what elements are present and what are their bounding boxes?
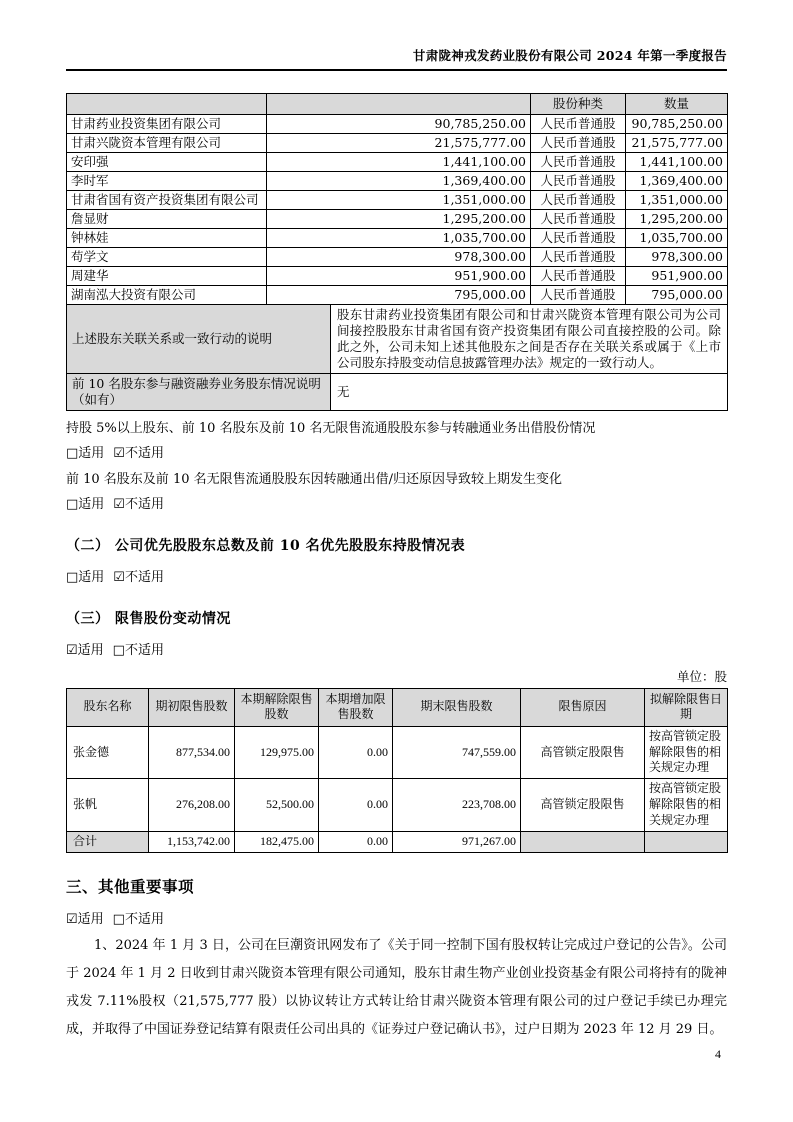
lending-change-note: 前 10 名股东及前 10 名无限售流通股股东因转融通出借/归还原因导致较上期发生变化 bbox=[66, 471, 562, 487]
total-reason-cell bbox=[521, 831, 645, 852]
shares-held-cell: 1,295,200.00 bbox=[267, 209, 531, 228]
checkbox-apply-checked: ☑适用 bbox=[66, 642, 104, 658]
total-added-cell: 0.00 bbox=[319, 831, 393, 852]
shareholder-name-cell: 钟林娃 bbox=[67, 228, 267, 247]
quantity-cell: 978,300.00 bbox=[626, 247, 728, 266]
applicability-check-preferred bbox=[66, 569, 727, 586]
shares-held-cell: 21,575,777.00 bbox=[267, 133, 531, 152]
total-plan-cell bbox=[645, 831, 728, 852]
other-matters-paragraph: 1、2024 年 1 月 3 日，公司在巨潮资讯网发布了《关于同一控制下国有股权转让完成过户登记的公告》。公司于 2024 年 1 月 2 日收到甘肃兴陇资本管理有限公司通知，股东甘肃生物产业创业投资基金有限公司将持有的陇神戎发 7.11%股权（21,575,777 股）以协议转让方式转让给甘肃兴陇资本管理有限公司的过户登记手续已办理完成，并取得了中国证券登记结算有限责任公司出具的《证券过户登记确认书》，过户日期为 2023 年 12 月 29 日。 bbox=[66, 937, 727, 1037]
quantity-cell: 795,000.00 bbox=[626, 285, 728, 304]
shares-held-cell: 795,000.00 bbox=[267, 285, 531, 304]
share-type-cell: 人民币普通股 bbox=[531, 266, 626, 285]
end-restricted-cell: 747,559.00 bbox=[393, 726, 521, 778]
shares-held-cell: 1,369,400.00 bbox=[267, 171, 531, 190]
applicability-check-other-matters bbox=[66, 911, 727, 928]
col-header-released: 本期解除限售股数 bbox=[235, 688, 319, 726]
share-type-cell: 人民币普通股 bbox=[531, 209, 626, 228]
share-type-cell: 人民币普通股 bbox=[531, 133, 626, 152]
section-title-preferred-shares: （二） 公司优先股股东总数及前 10 名优先股股东持股情况表 bbox=[66, 537, 466, 554]
added-cell: 0.00 bbox=[319, 726, 393, 778]
shareholder-name-cell: 李时军 bbox=[67, 171, 267, 190]
quantity-cell: 1,035,700.00 bbox=[626, 228, 728, 247]
checkbox-not-apply-checked: ☑不适用 bbox=[113, 496, 164, 512]
top10-shareholders-table bbox=[66, 93, 728, 411]
quantity-cell: 1,295,200.00 bbox=[626, 209, 728, 228]
checkbox-apply-unchecked: □适用 bbox=[66, 445, 105, 461]
checkbox-apply-unchecked: □适用 bbox=[66, 569, 105, 585]
reason-cell: 高管锁定股限售 bbox=[521, 779, 645, 831]
total-begin-cell: 1,153,742.00 bbox=[149, 831, 235, 852]
shares-held-cell: 1,441,100.00 bbox=[267, 152, 531, 171]
share-type-cell: 人民币普通股 bbox=[531, 114, 626, 133]
total-released-cell: 182,475.00 bbox=[235, 831, 319, 852]
shareholder-name-cell: 湖南泓大投资有限公司 bbox=[67, 285, 267, 304]
share-type-header: 股份种类 bbox=[531, 94, 626, 115]
shareholder-row bbox=[67, 152, 728, 171]
empty-header-cell bbox=[67, 94, 267, 115]
restricted-header-row bbox=[67, 688, 728, 726]
quantity-cell: 90,785,250.00 bbox=[626, 114, 728, 133]
restricted-shares-table bbox=[66, 688, 728, 853]
checkbox-not-apply-checked: ☑不适用 bbox=[113, 569, 164, 585]
share-type-cell: 人民币普通股 bbox=[531, 285, 626, 304]
begin-restricted-cell: 276,208.00 bbox=[149, 779, 235, 831]
shareholder-name-cell: 甘肃省国有资产投资集团有限公司 bbox=[67, 190, 267, 209]
release-plan-cell: 按高管锁定股解除限售的相关规定办理 bbox=[645, 726, 728, 778]
quantity-header: 数量 bbox=[626, 94, 728, 115]
restricted-total-row bbox=[67, 831, 728, 852]
restricted-shareholder-cell: 张帆 bbox=[67, 779, 149, 831]
checkbox-apply-unchecked: □适用 bbox=[66, 496, 105, 512]
share-type-cell: 人民币普通股 bbox=[531, 247, 626, 266]
applicability-check-lending bbox=[66, 445, 727, 462]
col-header-shareholder: 股东名称 bbox=[67, 688, 149, 726]
quantity-cell: 21,575,777.00 bbox=[626, 133, 728, 152]
added-cell: 0.00 bbox=[319, 779, 393, 831]
col-header-release-date: 拟解除限售日期 bbox=[645, 688, 728, 726]
relation-note-row bbox=[67, 304, 728, 373]
col-header-end-restricted: 期末限售股数 bbox=[393, 688, 521, 726]
restricted-shareholder-cell: 张金德 bbox=[67, 726, 149, 778]
share-type-cell: 人民币普通股 bbox=[531, 228, 626, 247]
total-label-cell: 合计 bbox=[67, 831, 149, 852]
empty-header-cell bbox=[267, 94, 531, 115]
shareholder-name-cell: 苟学文 bbox=[67, 247, 267, 266]
shareholder-name-cell: 甘肃药业投资集团有限公司 bbox=[67, 114, 267, 133]
shareholder-name-cell: 甘肃兴陇资本管理有限公司 bbox=[67, 133, 267, 152]
share-type-cell: 人民币普通股 bbox=[531, 190, 626, 209]
checkbox-not-apply-unchecked: □不适用 bbox=[112, 642, 164, 658]
restricted-row bbox=[67, 726, 728, 778]
end-restricted-cell: 223,708.00 bbox=[393, 779, 521, 831]
report-header-title: 甘肃陇神戎发药业股份有限公司 2024 年第一季度报告 bbox=[66, 46, 727, 71]
checkbox-apply-checked: ☑适用 bbox=[66, 911, 104, 927]
shares-held-cell: 1,035,700.00 bbox=[267, 228, 531, 247]
shareholder-row bbox=[67, 171, 728, 190]
shares-held-cell: 90,785,250.00 bbox=[267, 114, 531, 133]
shares-held-cell: 951,900.00 bbox=[267, 266, 531, 285]
shareholder-row bbox=[67, 228, 728, 247]
shareholder-row bbox=[67, 266, 728, 285]
col-header-begin-restricted: 期初限售股数 bbox=[149, 688, 235, 726]
margin-trading-label: 前 10 名股东参与融资融券业务股东情况说明（如有） bbox=[67, 373, 331, 410]
applicability-check-restricted bbox=[66, 642, 727, 659]
applicability-check-lending-change bbox=[66, 496, 727, 513]
col-header-reason: 限售原因 bbox=[521, 688, 645, 726]
section-title-restricted-shares: （三） 限售股份变动情况 bbox=[66, 610, 231, 627]
lending-participation-note: 持股 5%以上股东、前 10 名股东及前 10 名无限售流通股股东参与转融通业务出借股份情况 bbox=[66, 420, 596, 436]
shareholder-row bbox=[67, 285, 728, 304]
released-cell: 52,500.00 bbox=[235, 779, 319, 831]
relation-note-label: 上述股东关联关系或一致行动的说明 bbox=[67, 304, 331, 373]
checkbox-not-apply-checked: ☑不适用 bbox=[113, 445, 164, 461]
shareholder-row bbox=[67, 133, 728, 152]
checkbox-not-apply-unchecked: □不适用 bbox=[112, 911, 164, 927]
shares-held-cell: 1,351,000.00 bbox=[267, 190, 531, 209]
quantity-cell: 1,351,000.00 bbox=[626, 190, 728, 209]
shareholder-name-cell: 詹显财 bbox=[67, 209, 267, 228]
top10-header-row bbox=[67, 94, 728, 115]
margin-trading-row bbox=[67, 373, 728, 410]
release-plan-cell: 按高管锁定股解除限售的相关规定办理 bbox=[645, 779, 728, 831]
shares-held-cell: 978,300.00 bbox=[267, 247, 531, 266]
col-header-added: 本期增加限售股数 bbox=[319, 688, 393, 726]
shareholder-name-cell: 安印强 bbox=[67, 152, 267, 171]
quantity-cell: 1,369,400.00 bbox=[626, 171, 728, 190]
shareholder-row bbox=[67, 247, 728, 266]
unit-label: 单位：股 bbox=[676, 668, 727, 684]
share-type-cell: 人民币普通股 bbox=[531, 152, 626, 171]
shareholder-name-cell: 周建华 bbox=[67, 266, 267, 285]
reason-cell: 高管锁定股限售 bbox=[521, 726, 645, 778]
section-title-other-matters: 三、其他重要事项 bbox=[66, 876, 195, 896]
begin-restricted-cell: 877,534.00 bbox=[149, 726, 235, 778]
shareholder-row bbox=[67, 209, 728, 228]
restricted-row bbox=[67, 779, 728, 831]
released-cell: 129,975.00 bbox=[235, 726, 319, 778]
shareholder-row bbox=[67, 190, 728, 209]
margin-trading-value: 无 bbox=[331, 373, 728, 410]
quantity-cell: 951,900.00 bbox=[626, 266, 728, 285]
total-end-cell: 971,267.00 bbox=[393, 831, 521, 852]
page-number: 4 bbox=[715, 1047, 721, 1061]
share-type-cell: 人民币普通股 bbox=[531, 171, 626, 190]
relation-note-text: 股东甘肃药业投资集团有限公司和甘肃兴陇资本管理有限公司为公司间接控股股东甘肃省国有资产投资集团有限公司直接控股的公司。除此之外，公司未知上述其他股东之间是否存在关联关系或属于《上市公司股东持股变动信息披露管理办法》规定的一致行动人。 bbox=[331, 304, 728, 373]
quantity-cell: 1,441,100.00 bbox=[626, 152, 728, 171]
shareholder-row bbox=[67, 114, 728, 133]
